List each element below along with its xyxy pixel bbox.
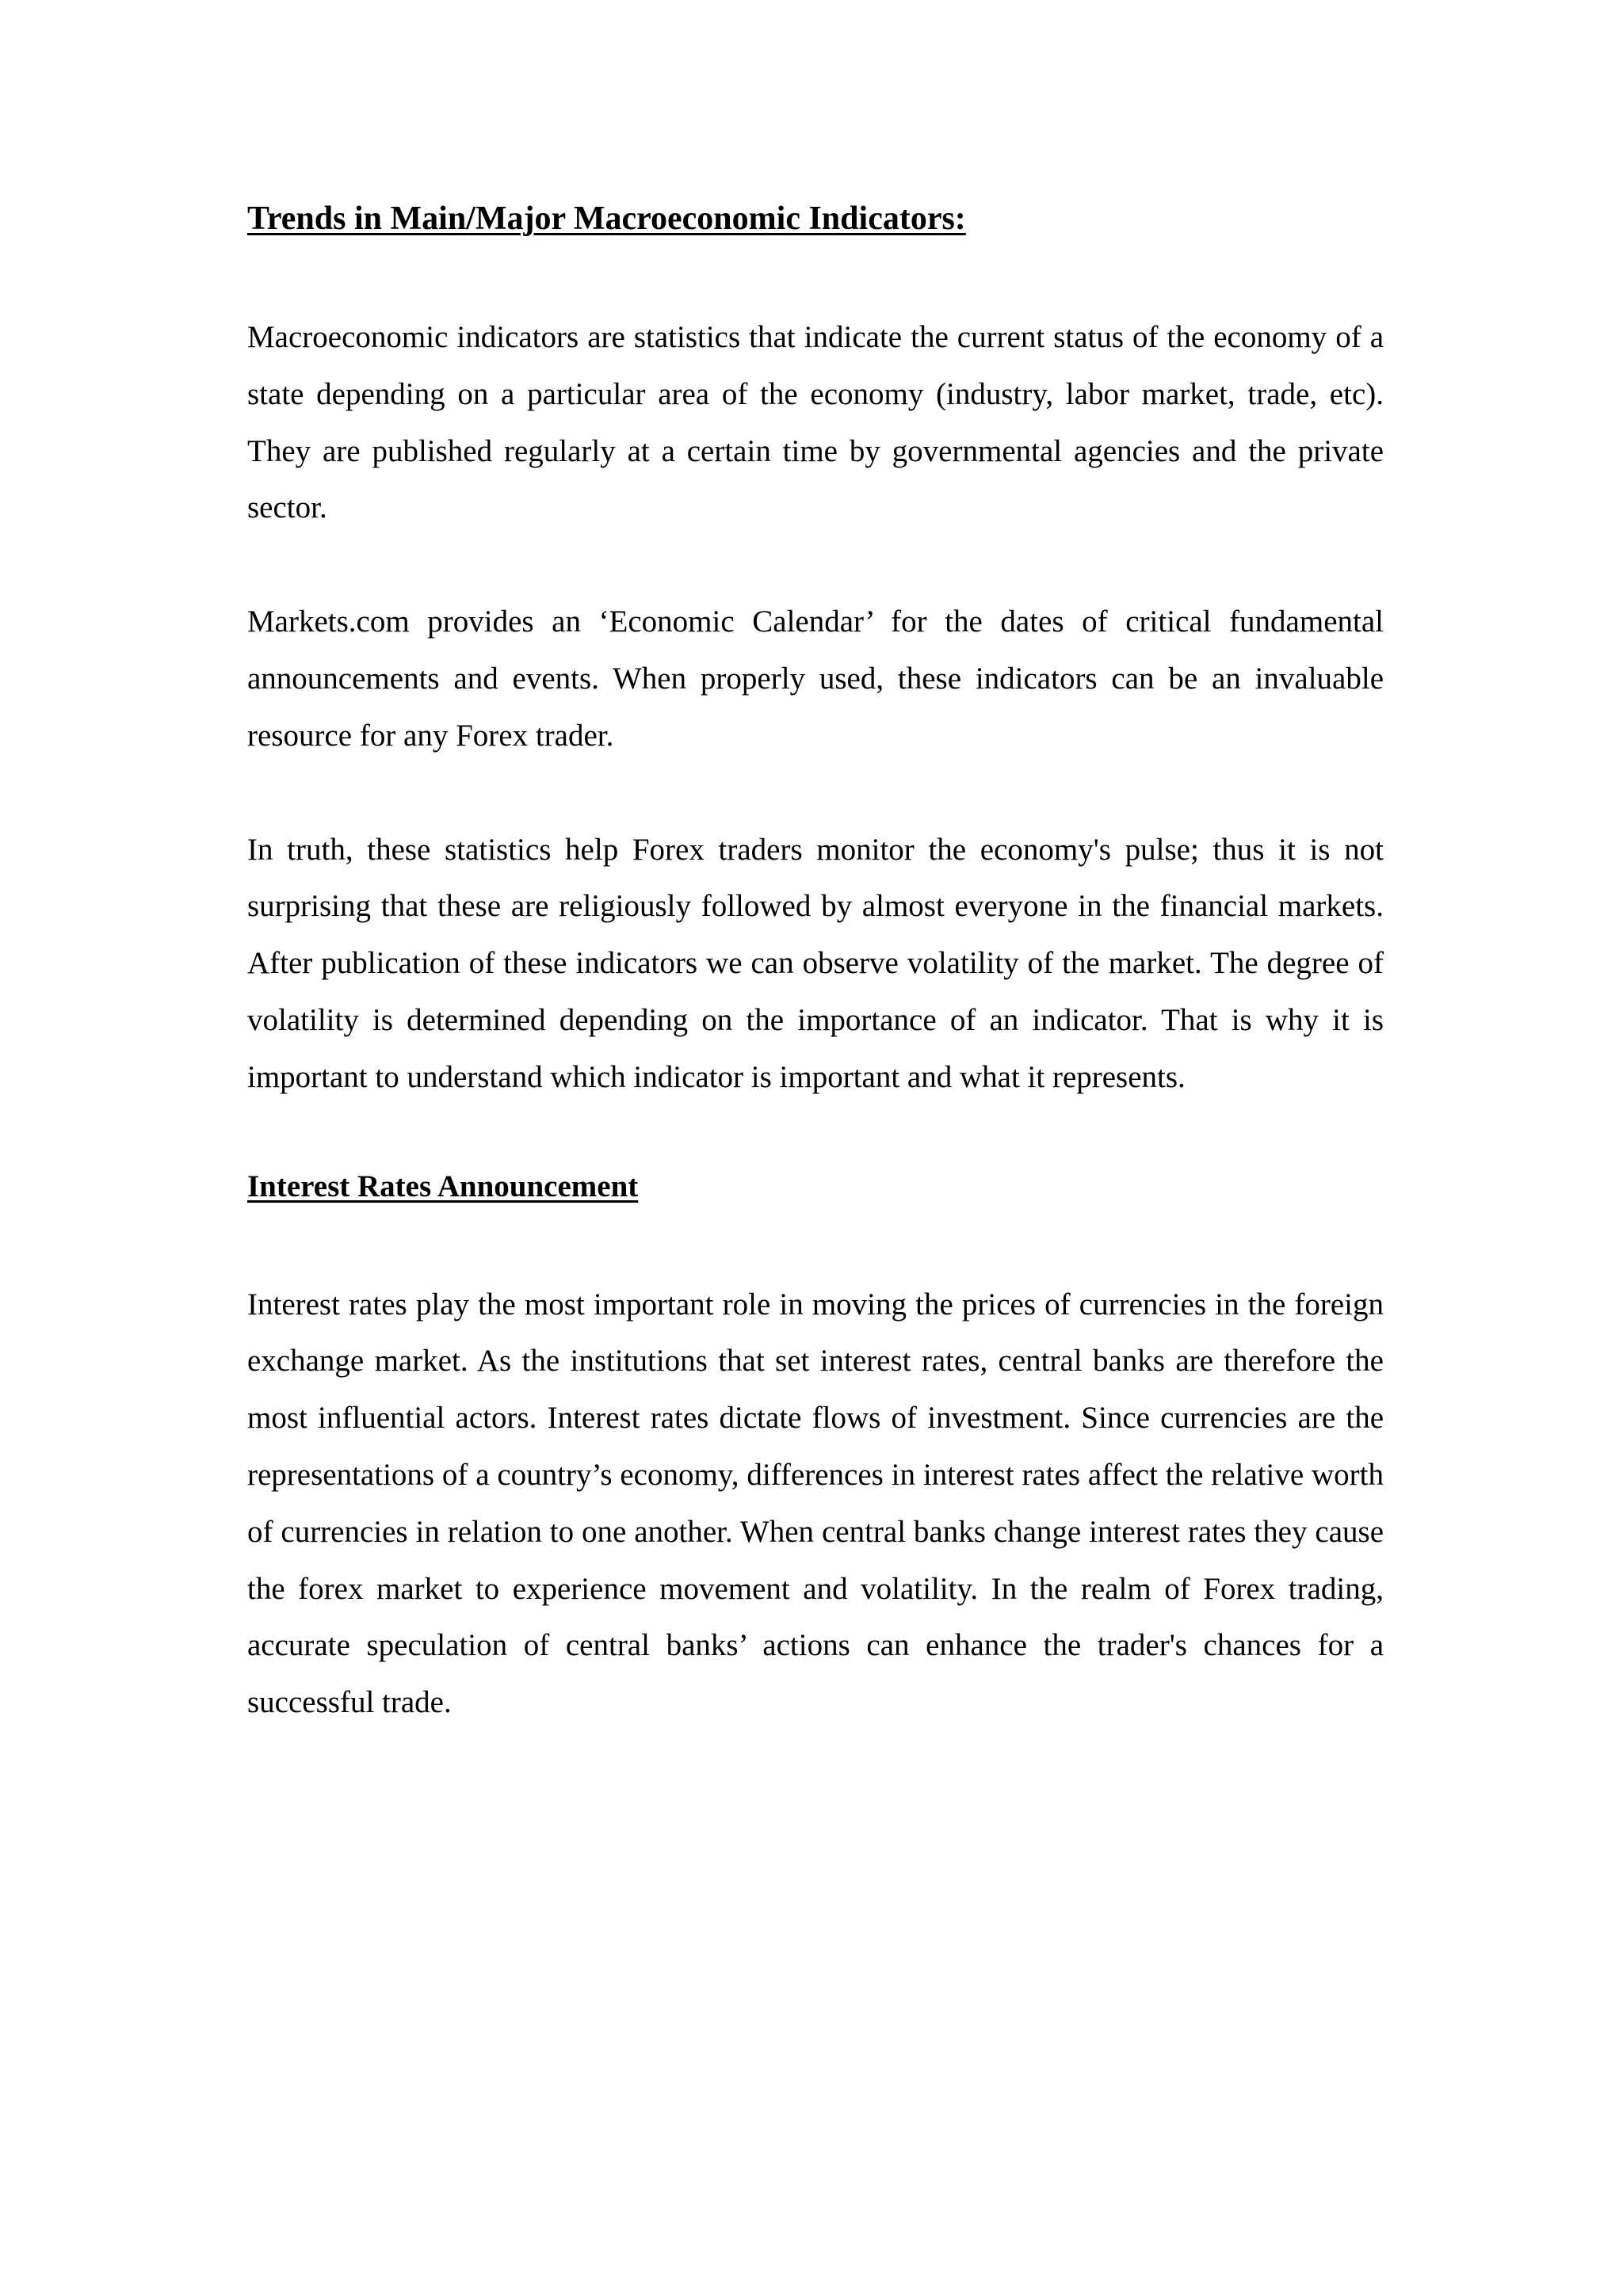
document-body xyxy=(247,195,1384,1788)
paragraph-interest-rates: Interest rates play the most important role in moving the prices of currencies in the foreign exchange market. As the institutions that set interest rates, central banks are therefore the most influential actors. Interest rates dictate flows of investment. Since currencies are the representations of a country’s economy, differences in interest rates affect the relative worth of currencies in relation to one another. When central banks change interest rates they cause the forex market to experience movement and volatility. In the realm of Forex trading, accurate speculation of central banks’ actions can enhance the trader's chances for a successful trade. xyxy=(247,1287,1384,1720)
section-heading-interest-rates: Interest Rates Announcement xyxy=(247,1169,639,1203)
paragraph-statistics-volatility: In truth, these statistics help Forex traders monitor the economy's pulse; thus it is not surprising that these are religiously followed by almost everyone in the financial markets. After publication of these indicators we can observe volatility of the market. The degree of volatility is determined depending on the importance of an indicator. That is why it is important to understand which indicator is important and what it represents. xyxy=(247,832,1384,1094)
paragraph-macroeconomic-indicators: Macroeconomic indicators are statistics that indicate the current status of the economy of a state depending on a particular area of the economy (industry, labor market, trade, etc). They are published regularly at a certain time by governmental agencies and the private sector. xyxy=(247,320,1384,525)
page-title: Trends in Main/Major Macroeconomic Indicators: xyxy=(247,200,966,237)
paragraph-economic-calendar: Markets.com provides an ‘Economic Calendar’ for the dates of critical fundamental announcements and events. When properly used, these indicators can be an invaluable resource for any Forex trader. xyxy=(247,605,1384,753)
